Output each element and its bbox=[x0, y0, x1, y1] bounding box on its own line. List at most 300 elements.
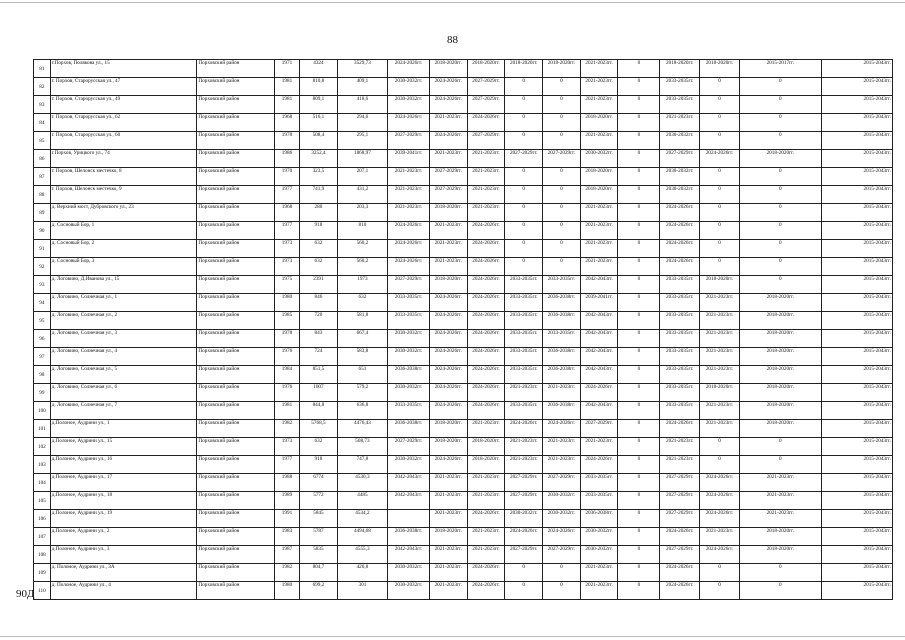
period-cell: 0 bbox=[700, 564, 740, 582]
living-area-cell: 294,6 bbox=[337, 114, 387, 132]
period-cell: 0 bbox=[700, 582, 740, 600]
period-cell: 2027-2029гг. bbox=[505, 492, 543, 510]
living-area-cell: 203,3 bbox=[337, 204, 387, 222]
table-row bbox=[34, 258, 893, 276]
year-cell: 1973 bbox=[274, 240, 299, 258]
period-cell: 2033-2035гг. bbox=[543, 330, 581, 348]
period-cell: 2033-2035гг. bbox=[580, 474, 618, 492]
period-cell: 2018-2020гг. bbox=[467, 60, 505, 78]
period-cell: 0 bbox=[700, 186, 740, 204]
zero-cell: 0 bbox=[618, 510, 660, 528]
period-cell: 2024-2026гг. bbox=[429, 402, 467, 420]
period-cell: 2027-2029гг. bbox=[543, 546, 581, 564]
period-cell: 0 bbox=[700, 456, 740, 474]
zero-cell: 0 bbox=[618, 132, 660, 150]
year-cell: 1978 bbox=[274, 330, 299, 348]
period-cell: 2018-2020гг. bbox=[543, 60, 581, 78]
living-area-cell: 508,73 bbox=[337, 438, 387, 456]
year-cell: 1991 bbox=[274, 510, 299, 528]
period-cell: 2027-2029гг. bbox=[388, 438, 430, 456]
period-cell: 0 bbox=[505, 168, 543, 186]
period-cell: 2024-2026гг. bbox=[429, 330, 467, 348]
zero-cell: 0 bbox=[618, 474, 660, 492]
table-row bbox=[34, 546, 893, 564]
period-cell: 2018-2020гг. bbox=[739, 312, 821, 330]
zero-cell: 0 bbox=[618, 384, 660, 402]
period-cell: 2027-2029гг. bbox=[429, 186, 467, 204]
zero-cell: 0 bbox=[618, 240, 660, 258]
period-cell: 2033-2035гг. bbox=[543, 276, 581, 294]
period-cell: 2021-2023гг. bbox=[543, 456, 581, 474]
living-area-cell: 667,4 bbox=[337, 330, 387, 348]
final-period-cell: 2015-2043гг. bbox=[821, 186, 892, 204]
period-cell: 2033-2035гг. bbox=[580, 492, 618, 510]
period-cell: 2021-2023гг. bbox=[660, 114, 700, 132]
period-cell: 2033-2035гг. bbox=[660, 78, 700, 96]
period-cell: 2021-2023гг. bbox=[580, 258, 618, 276]
address-cell: д.Полоное, Аудрини ул., 18 bbox=[50, 492, 197, 510]
row-number: 96 bbox=[34, 330, 51, 348]
period-cell: 2024-2026гг. bbox=[429, 78, 467, 96]
district-cell: Порховский район bbox=[197, 384, 275, 402]
period-cell: 2021-2023гг. bbox=[739, 510, 821, 528]
period-cell: 0 bbox=[739, 114, 821, 132]
period-cell: 2027-2029гг. bbox=[467, 132, 505, 150]
period-cell: 0 bbox=[505, 132, 543, 150]
table-row bbox=[34, 60, 893, 78]
period-cell: 2030-2032гг. bbox=[388, 330, 430, 348]
living-area-cell: 810 bbox=[337, 222, 387, 240]
period-cell: 2042-2043гг. bbox=[388, 474, 430, 492]
period-cell: 2024-2026гг. bbox=[467, 510, 505, 528]
period-cell: 0 bbox=[739, 186, 821, 204]
row-number: 85 bbox=[34, 132, 51, 150]
total-area-cell: 5835 bbox=[300, 546, 338, 564]
period-cell: 0 bbox=[739, 96, 821, 114]
period-cell: 0 bbox=[739, 258, 821, 276]
period-cell: 2033-2035гг. bbox=[660, 312, 700, 330]
zero-cell: 0 bbox=[618, 294, 660, 312]
period-cell: 2021-2023гг. bbox=[543, 438, 581, 456]
period-cell: 0 bbox=[739, 222, 821, 240]
zero-cell: 0 bbox=[618, 492, 660, 510]
row-number: 86 bbox=[34, 150, 51, 168]
district-cell: Порховский район bbox=[197, 150, 275, 168]
table-row bbox=[34, 348, 893, 366]
period-cell: 2021-2023гг. bbox=[700, 420, 740, 438]
row-number: 89 bbox=[34, 204, 51, 222]
period-cell: 0 bbox=[543, 186, 581, 204]
period-cell: 0 bbox=[700, 78, 740, 96]
living-area-cell: 4534,2 bbox=[337, 510, 387, 528]
period-cell: 2024-2026гг. bbox=[467, 294, 505, 312]
period-cell: 2030-2032гг. bbox=[388, 348, 430, 366]
year-cell: 1982 bbox=[274, 564, 299, 582]
period-cell: 2024-2026гг. bbox=[467, 402, 505, 420]
period-cell: 2018-2020гг. bbox=[429, 528, 467, 546]
period-cell: 2024-2026гг. bbox=[467, 348, 505, 366]
final-period-cell: 2015-2043гг. bbox=[821, 114, 892, 132]
address-cell: д. Логовино, Солнечная ул., 3 bbox=[50, 330, 197, 348]
zero-cell: 0 bbox=[618, 420, 660, 438]
period-cell: 2024-2026гг. bbox=[429, 312, 467, 330]
table-row bbox=[34, 132, 893, 150]
living-area-cell: 420,8 bbox=[337, 564, 387, 582]
final-period-cell: 2015-2043гг. bbox=[821, 222, 892, 240]
period-cell: 2024-2026гг. bbox=[660, 204, 700, 222]
period-cell: 0 bbox=[700, 438, 740, 456]
period-cell: 2021-2023гг. bbox=[505, 384, 543, 402]
district-cell: Порховский район bbox=[197, 96, 275, 114]
zero-cell: 0 bbox=[618, 204, 660, 222]
total-area-cell: 810,8 bbox=[300, 78, 338, 96]
row-number: 98 bbox=[34, 366, 51, 384]
final-period-cell: 2015-2043гг. bbox=[821, 294, 892, 312]
row-number: 82 bbox=[34, 78, 51, 96]
period-cell: 0 bbox=[739, 438, 821, 456]
final-period-cell: 2015-2043гг. bbox=[821, 492, 892, 510]
year-cell: 1982 bbox=[274, 420, 299, 438]
period-cell: 2018-2020гг. bbox=[739, 366, 821, 384]
table-row bbox=[34, 222, 893, 240]
period-cell: 2024-2026гг. bbox=[700, 474, 740, 492]
zero-cell: 0 bbox=[618, 60, 660, 78]
district-cell: Порховский район bbox=[197, 114, 275, 132]
period-cell: 2021-2023гг. bbox=[739, 474, 821, 492]
period-cell: 2021-2023гг. bbox=[700, 330, 740, 348]
total-area-cell: 508,4 bbox=[300, 132, 338, 150]
zero-cell: 0 bbox=[618, 564, 660, 582]
period-cell: 2021-2023гг. bbox=[388, 168, 430, 186]
living-area-cell: 651 bbox=[337, 366, 387, 384]
table-row bbox=[34, 114, 893, 132]
period-cell: 2042-2043гг. bbox=[388, 546, 430, 564]
final-period-cell: 2015-2043гг. bbox=[821, 168, 892, 186]
living-area-cell: 418,6 bbox=[337, 96, 387, 114]
period-cell: 2024-2026гг. bbox=[429, 456, 467, 474]
scan-edge-bottom bbox=[0, 636, 905, 637]
period-cell: 2021-2023гг. bbox=[429, 474, 467, 492]
period-cell: 2021-2023гг. bbox=[660, 456, 700, 474]
period-cell: 2024-2026гг. bbox=[580, 456, 618, 474]
period-cell: 2021-2023гг. bbox=[580, 564, 618, 582]
period-cell: 2018-2020гг. bbox=[739, 348, 821, 366]
period-cell: 2024-2026гг. bbox=[467, 222, 505, 240]
period-cell: 2018-2020гг. bbox=[429, 420, 467, 438]
period-cell: 0 bbox=[505, 78, 543, 96]
living-area-cell: 1973 bbox=[337, 276, 387, 294]
period-cell: 0 bbox=[543, 222, 581, 240]
period-cell: 2021-2023гг. bbox=[467, 474, 505, 492]
living-area-cell: 431,2 bbox=[337, 186, 387, 204]
district-cell: Порховский район bbox=[197, 276, 275, 294]
district-cell: Порховский район bbox=[197, 582, 275, 600]
period-cell: 0 bbox=[739, 168, 821, 186]
address-cell: д.Полоное, Аудрини ул., 2 bbox=[50, 528, 197, 546]
row-number: 90 bbox=[34, 222, 51, 240]
table-row bbox=[34, 294, 893, 312]
period-cell: 2027-2029гг. bbox=[660, 546, 700, 564]
final-period-cell: 2015-2043гг. bbox=[821, 276, 892, 294]
zero-cell: 0 bbox=[618, 258, 660, 276]
period-cell: 0 bbox=[505, 222, 543, 240]
period-cell: 2021-2023гг. bbox=[467, 204, 505, 222]
district-cell: Порховский район bbox=[197, 564, 275, 582]
table-row bbox=[34, 474, 893, 492]
period-cell: 2021-2023гг. bbox=[467, 546, 505, 564]
zero-cell: 0 bbox=[618, 186, 660, 204]
period-cell: 2021-2023гг. bbox=[700, 312, 740, 330]
period-cell: 2024-2026гг. bbox=[700, 510, 740, 528]
year-cell: 1983 bbox=[274, 528, 299, 546]
year-cell: 1975 bbox=[274, 276, 299, 294]
period-cell: 2027-2029гг. bbox=[660, 150, 700, 168]
row-number: 88 bbox=[34, 186, 51, 204]
address-cell: д. Сосновый Бор, 1 bbox=[50, 222, 197, 240]
period-cell: 2021-2023гг. bbox=[388, 186, 430, 204]
period-cell: 2021-2023гг. bbox=[660, 438, 700, 456]
zero-cell: 0 bbox=[618, 150, 660, 168]
total-area-cell: 323,5 bbox=[300, 168, 338, 186]
table-row bbox=[34, 366, 893, 384]
period-cell: 2033-2035гг. bbox=[660, 276, 700, 294]
period-cell: 2018-2020гг. bbox=[739, 402, 821, 420]
address-cell: д.Полоное, Аудрини ул., 16 bbox=[50, 456, 197, 474]
final-period-cell: 2015-2043гг. bbox=[821, 384, 892, 402]
district-cell: Порховский район bbox=[197, 438, 275, 456]
period-cell: 2021-2023гг. bbox=[739, 492, 821, 510]
period-cell: 0 bbox=[505, 114, 543, 132]
period-cell: 2033-2035гг. bbox=[388, 402, 430, 420]
address-cell: д. Полоное, Аудрини ул., 4 bbox=[50, 582, 197, 600]
district-cell: Порховский район bbox=[197, 78, 275, 96]
period-cell: 2027-2029гг. bbox=[660, 510, 700, 528]
period-cell: 2030-2032гг. bbox=[388, 78, 430, 96]
district-cell: Порховский район bbox=[197, 330, 275, 348]
zero-cell: 0 bbox=[618, 330, 660, 348]
period-cell: 0 bbox=[739, 564, 821, 582]
housing-registry-table bbox=[33, 59, 893, 600]
period-cell: 2018-2020гг. bbox=[505, 60, 543, 78]
period-cell: 2033-2035гг. bbox=[660, 96, 700, 114]
period-cell: 2030-2032гг. bbox=[660, 132, 700, 150]
period-cell: 2021-2023гг. bbox=[429, 510, 467, 528]
period-cell: 2024-2026гг. bbox=[505, 528, 543, 546]
final-period-cell: 2015-2043гг. bbox=[821, 528, 892, 546]
total-area-cell: 724 bbox=[300, 348, 338, 366]
period-cell: 0 bbox=[739, 204, 821, 222]
final-period-cell: 2015-2043гг. bbox=[821, 474, 892, 492]
period-cell: 2018-2020гг. bbox=[467, 456, 505, 474]
year-cell: 1985 bbox=[274, 312, 299, 330]
period-cell: 2021-2023гг. bbox=[700, 294, 740, 312]
period-cell: 0 bbox=[543, 564, 581, 582]
table-row bbox=[34, 186, 893, 204]
table-row bbox=[34, 564, 893, 582]
year-cell: 1980 bbox=[274, 582, 299, 600]
period-cell: 2018-2020гг. bbox=[429, 438, 467, 456]
period-cell: 2027-2029гг. bbox=[505, 474, 543, 492]
living-area-cell: 636,8 bbox=[337, 402, 387, 420]
address-cell: г.Порхов, Полякова ул., 15 bbox=[50, 60, 197, 78]
district-cell: Порховский район bbox=[197, 546, 275, 564]
period-cell: 2021-2023гг. bbox=[467, 150, 505, 168]
period-cell: 2030-2032гг. bbox=[660, 186, 700, 204]
period-cell: 2042-2043гг. bbox=[580, 366, 618, 384]
total-area-cell: 741,9 bbox=[300, 186, 338, 204]
district-cell: Порховский район bbox=[197, 132, 275, 150]
living-area-cell: 560,2 bbox=[337, 240, 387, 258]
period-cell: 2024-2026гг. bbox=[467, 582, 505, 600]
living-area-cell: 4494,68 bbox=[337, 528, 387, 546]
period-cell: 0 bbox=[505, 96, 543, 114]
period-cell: 0 bbox=[700, 114, 740, 132]
table-row bbox=[34, 420, 893, 438]
period-cell: 2027-2029гг. bbox=[388, 132, 430, 150]
period-cell: 2024-2026гг. bbox=[429, 294, 467, 312]
row-number: 87 bbox=[34, 168, 51, 186]
table-row bbox=[34, 240, 893, 258]
period-cell: 0 bbox=[700, 222, 740, 240]
row-number: 110 bbox=[34, 582, 51, 600]
period-cell: 2030-2032гг. bbox=[388, 564, 430, 582]
row-number: 83 bbox=[34, 96, 51, 114]
living-area-cell: 632 bbox=[337, 294, 387, 312]
total-area-cell: 918 bbox=[300, 222, 338, 240]
period-cell: 2030-2032гг. bbox=[580, 546, 618, 564]
row-number: 106 bbox=[34, 510, 51, 528]
living-area-cell: 4476,43 bbox=[337, 420, 387, 438]
period-cell: 2021-2023гг. bbox=[700, 366, 740, 384]
period-cell: 0 bbox=[739, 240, 821, 258]
period-cell: 2018-2020гг. bbox=[429, 60, 467, 78]
table-row bbox=[34, 204, 893, 222]
living-area-cell: 3529,73 bbox=[337, 60, 387, 78]
period-cell: 2027-2029гг. bbox=[543, 150, 581, 168]
period-cell: 2033-2035гг. bbox=[660, 294, 700, 312]
row-number: 105 bbox=[34, 492, 51, 510]
period-cell: 2021-2023гг. bbox=[543, 384, 581, 402]
living-area-cell: 4555,3 bbox=[337, 546, 387, 564]
total-area-cell: 699,2 bbox=[300, 582, 338, 600]
period-cell: 2024-2026гг. bbox=[700, 150, 740, 168]
table-row bbox=[34, 330, 893, 348]
address-cell: д. Логовино, Солнечная ул., 1 bbox=[50, 294, 197, 312]
table-row bbox=[34, 78, 893, 96]
final-period-cell: 2015-2043гг. bbox=[821, 330, 892, 348]
period-cell: 0 bbox=[543, 240, 581, 258]
address-cell: г. Порхов, Старорусская ул., 49 bbox=[50, 96, 197, 114]
table-row bbox=[34, 150, 893, 168]
period-cell: 2024-2026гг. bbox=[388, 222, 430, 240]
period-cell: 2036-2038гг. bbox=[580, 510, 618, 528]
period-cell: 0 bbox=[700, 240, 740, 258]
address-cell: д.Полоное, Аудрини ул., 19 bbox=[50, 510, 197, 528]
district-cell: Порховский район bbox=[197, 420, 275, 438]
period-cell: 0 bbox=[700, 132, 740, 150]
address-cell: д. Сосновый Бор, 2 bbox=[50, 240, 197, 258]
row-number: 107 bbox=[34, 528, 51, 546]
period-cell: 2018-2020гг. bbox=[700, 384, 740, 402]
period-cell: 2021-2023гг. bbox=[700, 348, 740, 366]
period-cell: 2018-2020гг. bbox=[739, 330, 821, 348]
district-cell: Порховский район bbox=[197, 366, 275, 384]
period-cell: 2024-2026гг. bbox=[467, 384, 505, 402]
living-area-cell: 207,1 bbox=[337, 168, 387, 186]
period-cell: 2042-2043гг. bbox=[580, 330, 618, 348]
address-cell: г. Порхов, Старорусская ул., 62 bbox=[50, 114, 197, 132]
period-cell: 2027-2029гг. bbox=[505, 150, 543, 168]
period-cell: 2036-2038гг. bbox=[543, 294, 581, 312]
period-cell: 2036-2038гг. bbox=[388, 528, 430, 546]
period-cell: 2024-2026гг. bbox=[660, 258, 700, 276]
living-area-cell: 4530,3 bbox=[337, 474, 387, 492]
living-area-cell: 409,1 bbox=[337, 78, 387, 96]
period-cell: 2033-2035гг. bbox=[505, 276, 543, 294]
district-cell: Порховский район bbox=[197, 204, 275, 222]
period-cell: 2018-2020гг. bbox=[580, 186, 618, 204]
district-cell: Порховский район bbox=[197, 510, 275, 528]
period-cell bbox=[388, 510, 430, 528]
living-area-cell: 295,1 bbox=[337, 132, 387, 150]
period-cell: 2024-2026гг. bbox=[388, 60, 430, 78]
period-cell: 2024-2026гг. bbox=[660, 564, 700, 582]
living-area-cell: 581,8 bbox=[337, 312, 387, 330]
final-period-cell: 2015-2043гг. bbox=[821, 204, 892, 222]
district-cell: Порховский район bbox=[197, 186, 275, 204]
period-cell: 0 bbox=[505, 258, 543, 276]
final-period-cell: 2015-2043гг. bbox=[821, 240, 892, 258]
living-area-cell: 747,8 bbox=[337, 456, 387, 474]
period-cell: 2021-2023гг. bbox=[429, 564, 467, 582]
living-area-cell: 579,2 bbox=[337, 384, 387, 402]
period-cell: 2027-2029гг. bbox=[467, 96, 505, 114]
period-cell: 2042-2043гг. bbox=[580, 312, 618, 330]
period-cell: 0 bbox=[700, 258, 740, 276]
period-cell: 2024-2026гг. bbox=[467, 330, 505, 348]
year-cell: 1986 bbox=[274, 150, 299, 168]
final-period-cell: 2015-2043гг. bbox=[821, 438, 892, 456]
year-cell: 1984 bbox=[274, 366, 299, 384]
period-cell: 2024-2026гг. bbox=[429, 366, 467, 384]
year-cell: 1987 bbox=[274, 546, 299, 564]
period-cell: 2033-2035гг. bbox=[505, 402, 543, 420]
period-cell: 2021-2023гг. bbox=[580, 96, 618, 114]
address-cell: д. Полоное, Аудрини ул., 3А bbox=[50, 564, 197, 582]
period-cell: 2021-2023гг. bbox=[700, 402, 740, 420]
address-cell: г. Порхов, Шелонск местечко, 9 bbox=[50, 186, 197, 204]
district-cell: Порховский район bbox=[197, 168, 275, 186]
zero-cell: 0 bbox=[618, 456, 660, 474]
period-cell: 2021-2023гг. bbox=[429, 582, 467, 600]
table-row bbox=[34, 312, 893, 330]
address-cell: д. Логовино, Солнечная ул., 5 bbox=[50, 366, 197, 384]
period-cell: 2027-2029гг. bbox=[580, 420, 618, 438]
period-cell: 2021-2023гг. bbox=[580, 132, 618, 150]
row-number: 92 bbox=[34, 258, 51, 276]
period-cell: 2021-2023гг. bbox=[580, 204, 618, 222]
year-cell: 1981 bbox=[274, 402, 299, 420]
zero-cell: 0 bbox=[618, 78, 660, 96]
period-cell: 2027-2029гг. bbox=[505, 546, 543, 564]
period-cell: 0 bbox=[739, 582, 821, 600]
period-cell: 2033-2035гг. bbox=[505, 312, 543, 330]
period-cell: 2024-2026гг. bbox=[543, 528, 581, 546]
living-area-cell: 560,2 bbox=[337, 258, 387, 276]
total-area-cell: 6774 bbox=[300, 474, 338, 492]
district-cell: Порховский район bbox=[197, 474, 275, 492]
period-cell: 2024-2026гг. bbox=[700, 546, 740, 564]
